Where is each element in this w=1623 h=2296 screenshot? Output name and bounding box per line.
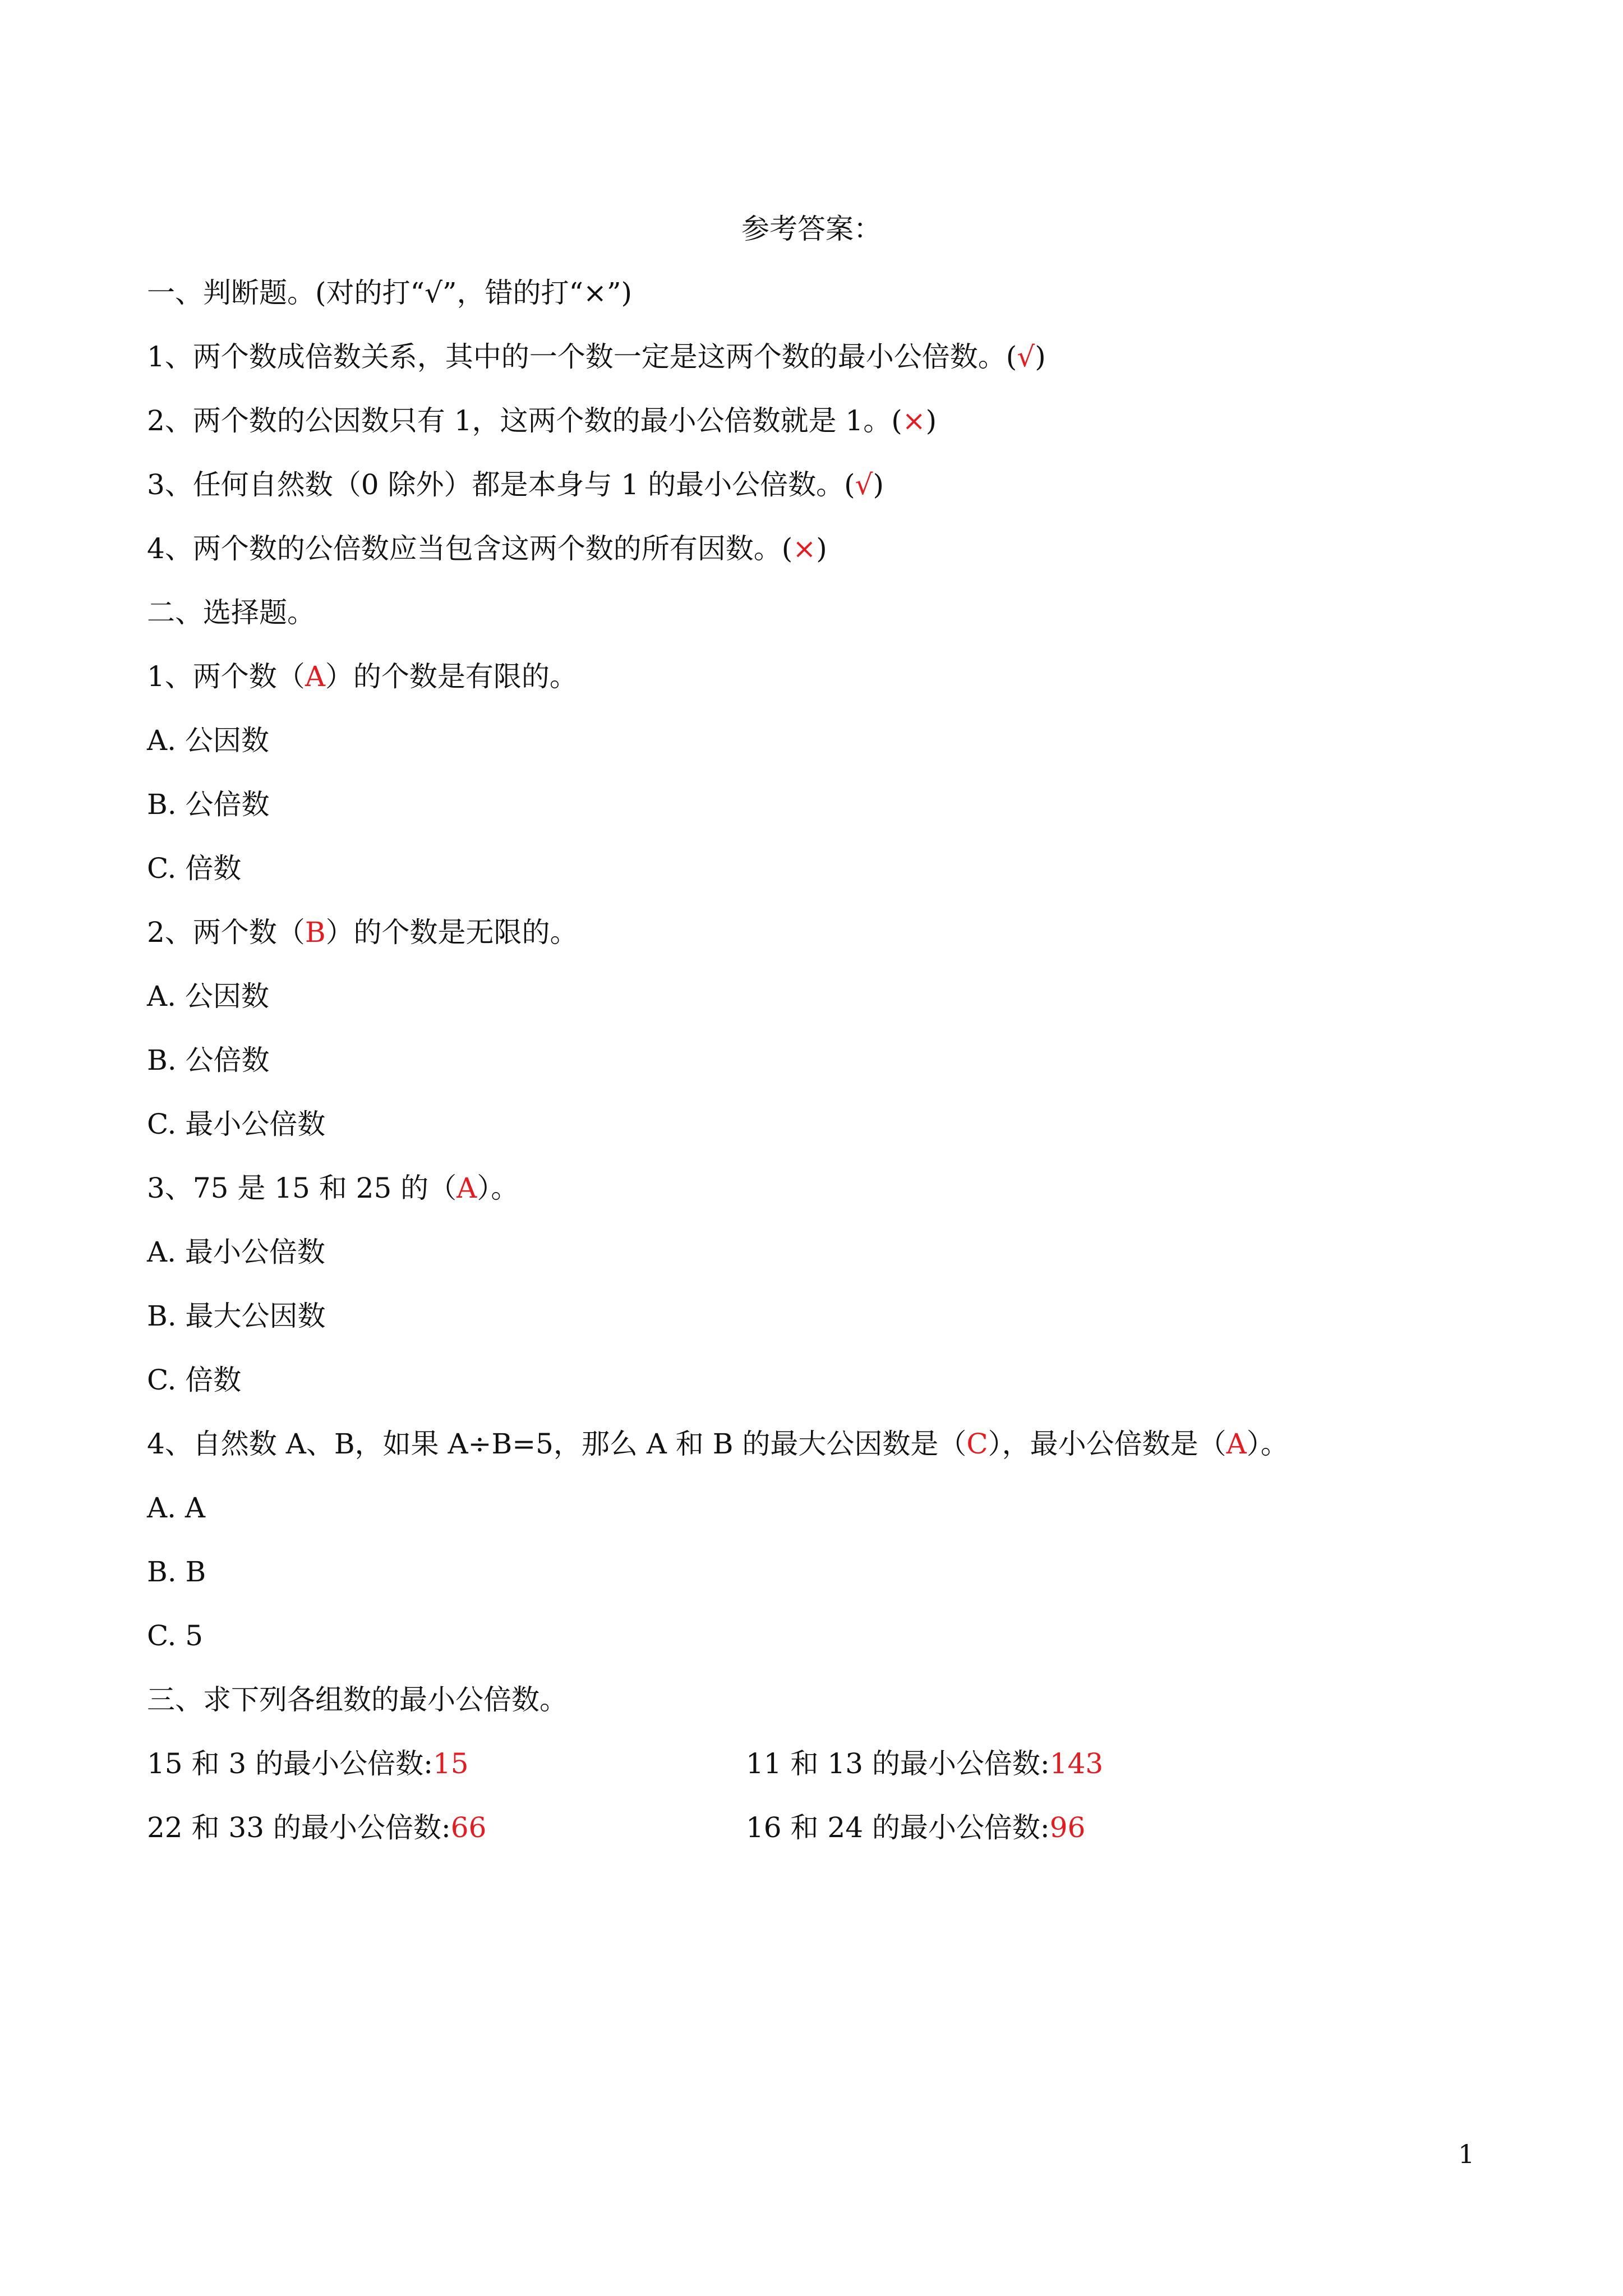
option-c: C. 最小公倍数: [147, 1108, 326, 1140]
judgment-answer: ×: [902, 404, 926, 437]
option-b: B. 公倍数: [147, 788, 270, 821]
judgment-item-2: [147, 403, 937, 439]
option-c: C. 倍数: [147, 1364, 242, 1396]
lcm-row-1: [147, 1746, 1104, 1782]
lcm-label: 15 和 3 的最小公倍数:: [147, 1747, 433, 1780]
judgment-close: ): [816, 532, 827, 565]
lcm-answer: 96: [1049, 1811, 1086, 1844]
option-c: C. 倍数: [147, 852, 242, 885]
option-c: C. 5: [147, 1619, 204, 1652]
judgment-close: ): [925, 404, 937, 437]
lcm-label: 16 和 24 的最小公倍数:: [746, 1811, 1050, 1844]
choice-answer: A: [457, 1172, 477, 1204]
page-number: 1: [1458, 2139, 1475, 2169]
option-a: A. 公因数: [147, 724, 269, 757]
lcm-cell-2: [746, 1810, 1085, 1846]
question-text: ）。: [1246, 1428, 1289, 1460]
question-text: ）的个数是无限的。: [325, 916, 578, 949]
judgment-item-4: [147, 531, 827, 567]
question-text: ）的个数是有限的。: [325, 660, 578, 693]
judgment-answer: √: [1017, 341, 1035, 373]
option-a: A. A: [147, 1492, 206, 1524]
question-text: 1、两个数（: [147, 660, 305, 693]
section1-heading: 一、判断题。(对的打“√”，错的打“×”): [147, 277, 633, 309]
lcm-label: 22 和 33 的最小公倍数:: [147, 1811, 451, 1844]
choice-question-4: [147, 1426, 1289, 1462]
question-text: 2、两个数（: [147, 916, 305, 949]
choice-answer: A: [1226, 1428, 1247, 1460]
judgment-answer: ×: [792, 532, 817, 565]
judgment-close: ): [1035, 341, 1046, 373]
option-a: A. 公因数: [147, 980, 269, 1013]
option-b: B. 最大公因数: [147, 1300, 326, 1332]
choice-answer: C: [966, 1428, 988, 1460]
choice-question-3: [147, 1170, 519, 1206]
choice-answer: A: [305, 660, 325, 693]
judgment-close: ): [873, 468, 884, 501]
choice-question-2: [147, 914, 578, 950]
judgment-item-3: [147, 467, 884, 503]
page-title: 参考答案：: [741, 213, 882, 245]
choice-answer: B: [305, 916, 326, 949]
lcm-label: 11 和 13 的最小公倍数:: [746, 1747, 1050, 1780]
judgment-text: 3、任何自然数（0 除外）都是本身与 1 的最小公倍数。(: [147, 468, 855, 501]
lcm-answer: 15: [432, 1747, 469, 1780]
lcm-cell-2: [746, 1746, 1103, 1782]
section2-heading: 二、选择题。: [147, 596, 315, 629]
option-b: B. B: [147, 1556, 206, 1588]
judgment-text: 4、两个数的公倍数应当包含这两个数的所有因数。(: [147, 532, 793, 565]
lcm-row-2: [147, 1810, 1086, 1846]
judgment-item-1: [147, 339, 1046, 375]
judgment-text: 2、两个数的公因数只有 1，这两个数的最小公倍数就是 1。(: [147, 404, 902, 437]
question-text: 3、75 是 15 和 25 的（: [147, 1172, 457, 1204]
judgment-answer: √: [855, 468, 873, 501]
lcm-answer: 143: [1049, 1747, 1104, 1780]
choice-question-1: [147, 659, 578, 694]
question-text: ），最小公倍数是（: [988, 1428, 1227, 1460]
option-b: B. 公倍数: [147, 1044, 270, 1076]
section3-heading: 三、求下列各组数的最小公倍数。: [147, 1683, 568, 1716]
judgment-text: 1、两个数成倍数关系，其中的一个数一定是这两个数的最小公倍数。(: [147, 341, 1017, 373]
lcm-answer: 66: [450, 1811, 487, 1844]
option-a: A. 最小公倍数: [147, 1236, 325, 1268]
question-text: ）。: [477, 1172, 519, 1204]
question-text: 4、自然数 A、B，如果 A÷B=5，那么 A 和 B 的最大公因数是（: [147, 1428, 967, 1460]
